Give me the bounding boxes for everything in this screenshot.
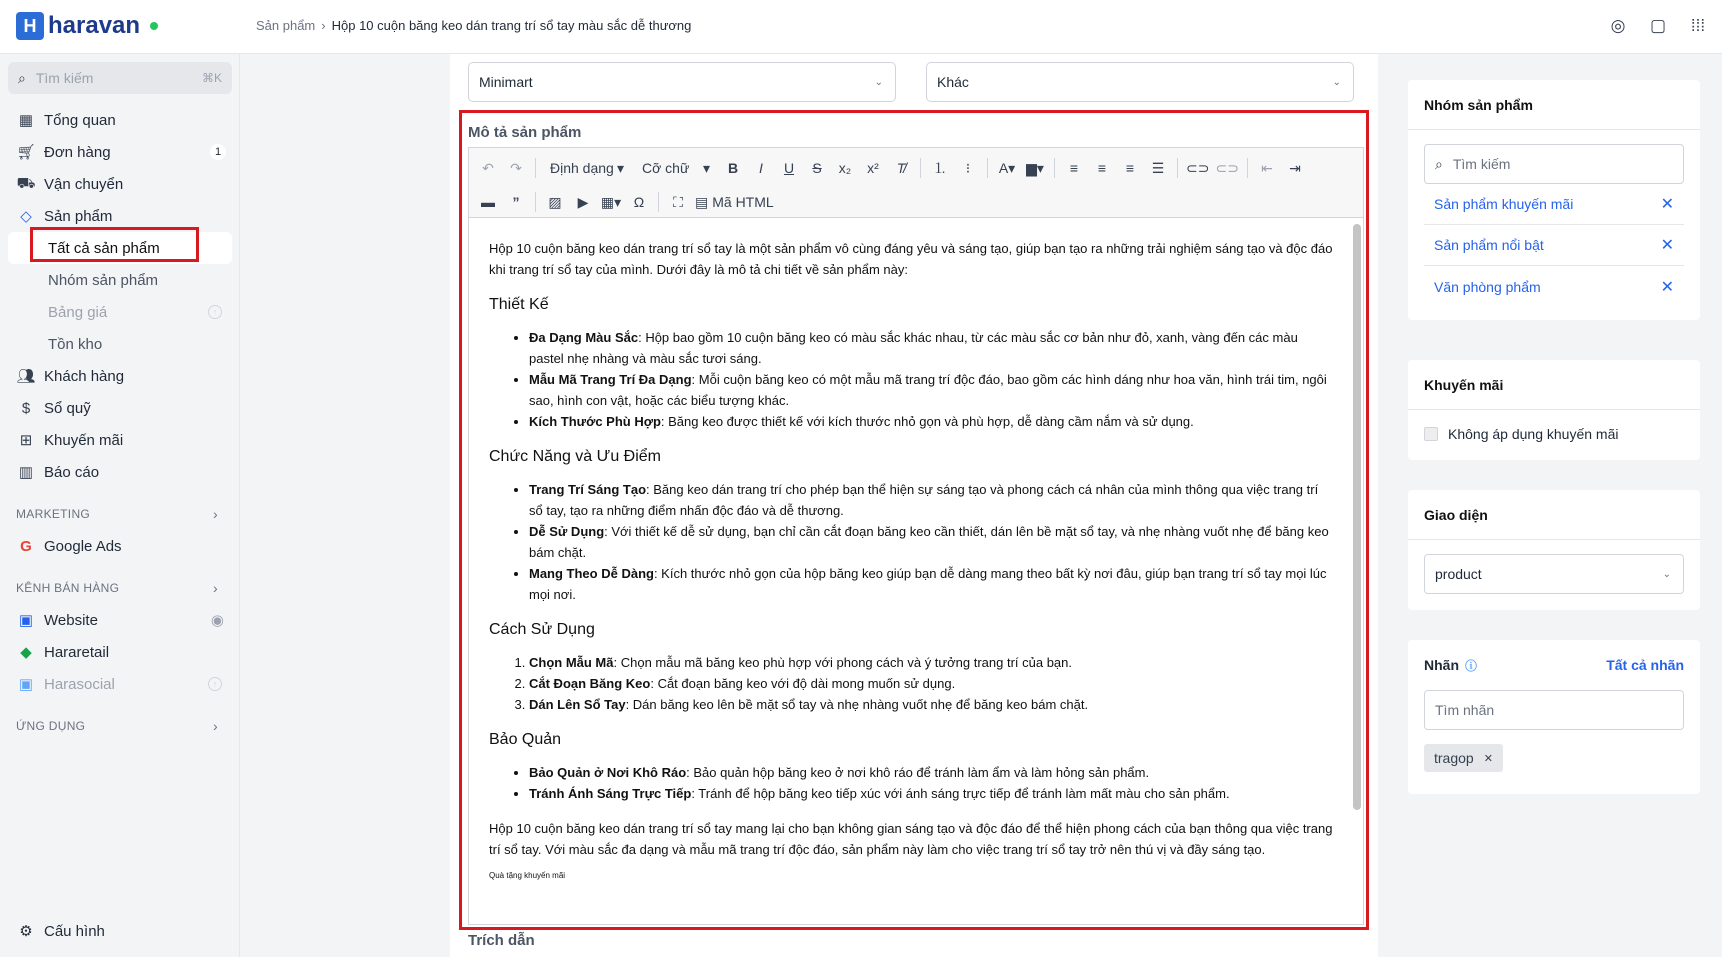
list-item-text: : Với thiết kế dễ sử dụng, bạn chỉ cần cắt đoạn băng keo cần thiết, dán lên bề mặt sổ tay, và nhẹ nhàng vuốt nhẹ để băng keo bám chặt. xyxy=(529,524,1329,560)
list-item-term: Tránh Ánh Sáng Trực Tiếp xyxy=(529,786,692,801)
sidebar-item-label: Cấu hình xyxy=(44,922,105,940)
align-left-icon[interactable]: ≡ xyxy=(1069,160,1079,176)
tag-icon: ◇ xyxy=(20,208,32,225)
toolbar-divider xyxy=(920,158,921,178)
chevron-down-icon: ⌄ xyxy=(1332,76,1341,88)
unlink-icon[interactable]: ⊂⊃ xyxy=(1215,159,1239,176)
harasocial-icon: ▣ xyxy=(18,676,34,693)
hararetail-icon: ◆ xyxy=(20,644,32,661)
chevron-right-icon: › xyxy=(213,580,218,596)
dollar-icon: $ xyxy=(21,399,31,417)
sidebar xyxy=(0,54,240,957)
tags-search-placeholder: Tìm nhãn xyxy=(1435,702,1495,718)
format-dropdown-label: Định dạng xyxy=(550,160,614,176)
section-heading: Bảo Quản xyxy=(489,731,562,748)
sidebar-item-shipping[interactable] xyxy=(0,168,240,200)
remove-tag-icon[interactable]: ✕ xyxy=(1483,752,1493,765)
sidebar-item-harasocial[interactable] xyxy=(0,668,240,700)
sidebar-item-label: Khách hàng xyxy=(44,367,125,385)
editor-content[interactable] xyxy=(469,218,1353,924)
sidebar-item-label: Vận chuyển xyxy=(44,175,124,193)
list-item-text: : Bảo quản hộp băng keo ở nơi khô ráo để tránh làm ẩm và làm hỏng sản phẩm. xyxy=(686,765,1150,780)
list-item xyxy=(529,783,1333,804)
sidebar-item-label: Báo cáo xyxy=(44,463,100,481)
toolbar-divider xyxy=(1177,158,1178,178)
list-item-text: : Dán băng keo lên bề mặt sổ tay và nhẹ nhàng vuốt nhẹ để băng keo bám chặt. xyxy=(625,697,1089,712)
google-icon: G xyxy=(20,537,32,555)
description-sections xyxy=(489,294,1333,804)
list-item-text: : Mỗi cuộn băng keo có một mẫu mã trang trí độc đáo, bao gồm các hình dáng như hoa văn, hình trái tim, ngôi sao, hình con vật, hoặc các biểu tượng khác. xyxy=(529,372,1327,408)
caret-down-icon: ▾ xyxy=(702,159,710,176)
website-icon: ▣ xyxy=(18,612,34,629)
list-item-text: : Hộp bao gồm 10 cuộn băng keo có màu sắc khác nhau, từ các màu sắc cơ bản như đỏ, xanh, vàng đến các màu pastel nhẹ nhàng và màu sắc tươi sáng. xyxy=(529,330,1298,366)
editor-scrollbar[interactable] xyxy=(1353,224,1361,810)
promotion-title: Khuyến mãi xyxy=(1408,360,1700,410)
toolbar-divider xyxy=(987,158,988,178)
superscript-icon[interactable]: x² xyxy=(867,160,879,176)
sidebar-sub-inventory[interactable] xyxy=(0,328,240,360)
promo-note: Quà tặng khuyến mãi xyxy=(489,871,566,880)
sidebar-item-label: Đơn hàng xyxy=(44,143,111,161)
currency-icon[interactable]: ◎ xyxy=(1610,16,1626,35)
align-right-icon[interactable]: ≡ xyxy=(1125,160,1135,176)
code-file-icon: ▤ xyxy=(695,193,709,210)
theme-select[interactable] xyxy=(1424,554,1684,594)
description-label: Mô tả sản phẩm xyxy=(468,124,582,141)
list-item-text: : Băng keo dán trang trí cho phép bạn thể hiện sự sáng tạo và phong cách cá nhân của mình thông qua việc trang trí sổ tay, tạo ra những điểm nhấn độc đáo và dễ thương. xyxy=(529,482,1319,518)
close-icon[interactable]: ✕ xyxy=(1660,237,1674,254)
undo-icon[interactable]: ↶ xyxy=(482,159,494,176)
vendor-select[interactable] xyxy=(468,62,896,102)
bullet-list xyxy=(489,327,1333,432)
list-item xyxy=(529,411,1333,432)
search-shortcut: ⌘K xyxy=(201,71,222,85)
outdent-icon[interactable]: ⇤ xyxy=(1261,159,1273,176)
sidebar-sub-label: Nhóm sản phẩm xyxy=(48,271,159,289)
toolbar-divider xyxy=(1247,158,1248,178)
special-char-icon[interactable]: Ω xyxy=(633,194,645,210)
list-item-text: : Cắt đoạn băng keo với độ dài mong muốn sử dụng. xyxy=(650,676,956,691)
rich-text-editor[interactable] xyxy=(468,147,1364,925)
sidebar-item-overview[interactable] xyxy=(0,104,240,136)
html-source-label: Mã HTML xyxy=(712,194,774,210)
sidebar-item-hararetail[interactable] xyxy=(0,636,240,668)
product-groups-title: Nhóm sản phẩm xyxy=(1408,80,1700,130)
search-placeholder: Tìm kiếm xyxy=(35,70,94,86)
html-source-button[interactable] xyxy=(695,190,774,214)
list-item xyxy=(529,694,1333,715)
groups-search-placeholder: Tìm kiếm xyxy=(1452,156,1511,172)
top-bar xyxy=(0,0,1722,54)
list-item xyxy=(529,673,1333,694)
section-label: ỨNG DỤNG xyxy=(16,719,86,733)
outro-paragraph: Hộp 10 cuộn băng keo dán trang trí sổ tay mang lại cho bạn không gian sáng tạo và độc đáo để thể hiện phong cách của bạn thông qua việc trang trí sổ tay. Với màu sắc đa dạng và mẫu mã trang trí độc đáo, sản phẩm này làm cho việc trang trí sổ tay trở nên thú vị và đầy sáng tạo. xyxy=(489,821,1333,857)
sidebar-sub-label: Bảng giá xyxy=(48,303,108,321)
underline-icon[interactable]: U xyxy=(783,160,795,176)
list-item xyxy=(529,521,1333,563)
gear-icon: ⚙ xyxy=(19,923,33,940)
intro-paragraph: Hộp 10 cuộn băng keo dán trang trí sổ tay là một sản phẩm vô cùng đáng yêu và sáng tạo, giúp bạn tạo ra những trải nghiệm sáng tạo và độc đáo khi trang trí sổ tay của mình. Dưới đây là mô tả chi tiết về sản phẩm này: xyxy=(489,241,1333,277)
brand-name: haravan xyxy=(48,12,141,39)
horizontal-rule-icon[interactable]: ▬ xyxy=(481,194,495,210)
upgrade-icon: ↑ xyxy=(208,305,222,319)
list-item-term: Đa Dạng Màu Sắc xyxy=(529,330,639,345)
redo-icon[interactable]: ↷ xyxy=(510,159,522,176)
tags-search-input[interactable] xyxy=(1424,690,1684,730)
theme-card xyxy=(1408,490,1700,610)
breadcrumb-current: Hộp 10 cuộn băng keo dán trang trí sổ tay màu sắc dễ thương xyxy=(331,18,692,33)
section-label: MARKETING xyxy=(16,507,91,521)
clear-format-icon[interactable]: T̸ xyxy=(896,160,906,176)
group-item[interactable] xyxy=(1424,225,1684,266)
sidebar-item-label: Sản phẩm xyxy=(44,207,113,225)
brand-logo[interactable] xyxy=(16,12,158,40)
tags-header xyxy=(1408,640,1700,690)
list-item-text: : Kích thước nhỏ gọn của hộp băng keo giúp bạn dễ dàng mang theo bất kỳ nơi đâu, giúp bạn trang trí sổ tay mọi lúc mọi nơi. xyxy=(529,566,1327,602)
video-icon[interactable]: ▶ xyxy=(577,193,589,210)
toolbar-divider xyxy=(658,192,659,212)
all-tags-link[interactable]: Tất cả nhãn xyxy=(1606,657,1684,673)
toolbar-divider xyxy=(535,192,536,212)
list-item xyxy=(529,563,1333,605)
breadcrumb xyxy=(256,18,691,33)
chevron-right-icon: › xyxy=(213,718,218,734)
table-icon[interactable]: ▦▾ xyxy=(600,193,622,210)
tag-chip-label: tragop xyxy=(1434,750,1474,766)
truck-icon: ⛟ xyxy=(16,174,36,192)
list-item-term: Mẫu Mã Trang Trí Đa Dạng xyxy=(529,372,692,387)
sidebar-item-label: Sổ quỹ xyxy=(44,399,91,417)
list-item-term: Chọn Mẫu Mã xyxy=(529,655,614,670)
sidebar-item-label: Google Ads xyxy=(44,537,122,555)
bullet-list xyxy=(489,479,1333,605)
breadcrumb-products[interactable]: Sản phẩm xyxy=(256,18,316,33)
chevron-right-icon: › xyxy=(213,506,218,522)
close-icon[interactable]: ✕ xyxy=(1660,196,1674,213)
apps-grid-icon[interactable]: ⁞⁞⁞ xyxy=(1690,16,1706,35)
bullet-list xyxy=(489,762,1333,804)
list-item-term: Dán Lên Sổ Tay xyxy=(529,697,626,712)
upgrade-icon: ↑ xyxy=(208,677,222,691)
editor-toolbar xyxy=(469,148,1363,218)
text-color-icon[interactable]: A▾ xyxy=(998,159,1016,176)
tags-title: Nhãn xyxy=(1424,657,1459,673)
list-item xyxy=(529,479,1333,521)
sidebar-item-website[interactable] xyxy=(0,604,240,636)
list-item xyxy=(529,327,1333,369)
chart-icon: ▥ xyxy=(18,464,34,481)
list-item-term: Trang Trí Sáng Tạo xyxy=(529,482,647,497)
font-size-dropdown[interactable] xyxy=(636,156,716,180)
bold-icon[interactable]: B xyxy=(727,160,739,176)
ordered-list xyxy=(489,652,1333,715)
group-item-label: Văn phòng phẩm xyxy=(1434,278,1541,295)
section-heading: Thiết Kế xyxy=(489,296,549,313)
image-icon[interactable]: ▨ xyxy=(548,193,562,210)
search-icon: ⌕ xyxy=(1435,155,1443,172)
list-item-text: : Tránh để hộp băng keo tiếp xúc với ánh sáng trực tiếp để tránh làm mất màu cho sản phẩm. xyxy=(691,786,1230,801)
no-promotion-checkbox[interactable] xyxy=(1408,410,1700,458)
group-item[interactable] xyxy=(1424,184,1684,225)
sidebar-item-settings[interactable] xyxy=(16,915,105,947)
ordered-list-icon[interactable]: ⒈ xyxy=(933,160,947,176)
highlight-box-nav xyxy=(30,227,199,262)
no-promotion-label: Không áp dụng khuyến mãi xyxy=(1448,426,1619,442)
top-icons xyxy=(1608,16,1708,36)
blockquote-icon[interactable]: ” xyxy=(512,194,520,210)
indent-icon[interactable]: ⇥ xyxy=(1289,159,1301,176)
eye-icon[interactable]: ◉ xyxy=(210,612,224,629)
chevron-down-icon: ⌄ xyxy=(874,76,883,88)
sidebar-item-label: Harasocial xyxy=(44,675,115,693)
subscript-icon[interactable]: x₂ xyxy=(838,160,852,176)
feedback-icon[interactable]: ▢ xyxy=(1649,16,1667,35)
list-item-term: Mang Theo Dễ Dàng xyxy=(529,566,654,581)
product-type-select[interactable] xyxy=(926,62,1354,102)
toolbar-divider xyxy=(535,158,536,178)
close-icon[interactable]: ✕ xyxy=(1660,278,1674,296)
italic-icon[interactable]: I xyxy=(759,160,763,176)
tags-card xyxy=(1408,640,1700,794)
sidebar-item-label: Hararetail xyxy=(44,643,110,661)
breadcrumb-separator-icon: › xyxy=(321,18,326,33)
sidebar-item-customers[interactable] xyxy=(0,360,240,392)
section-heading: Cách Sử Dụng xyxy=(489,621,595,638)
unordered-list-icon[interactable]: ⁝ xyxy=(965,159,971,176)
font-size-dropdown-label: Cỡ chữ xyxy=(642,160,690,176)
sidebar-nav xyxy=(0,104,240,742)
vendor-select-value: Minimart xyxy=(479,74,533,90)
tag-chip xyxy=(1424,744,1503,772)
main-panel xyxy=(450,54,1378,957)
section-heading: Chức Năng và Ưu Điểm xyxy=(489,448,661,465)
checkbox-box[interactable] xyxy=(1424,427,1438,441)
link-icon[interactable]: ⊂⊃ xyxy=(1186,159,1210,176)
sidebar-item-reports[interactable] xyxy=(0,456,240,488)
users-icon: 👥︎ xyxy=(16,368,36,385)
strikethrough-icon[interactable]: S xyxy=(812,160,822,176)
cart-icon: 🛒︎ xyxy=(16,144,36,161)
list-item-term: Kích Thước Phù Hợp xyxy=(529,414,661,429)
group-item[interactable] xyxy=(1424,266,1684,307)
theme-select-value: product xyxy=(1435,566,1482,582)
chevron-down-icon: ⌄ xyxy=(1662,568,1671,580)
sidebar-sub-price-list[interactable] xyxy=(0,296,240,328)
fullscreen-icon[interactable]: ⛶ xyxy=(673,193,683,210)
list-item-text: : Băng keo được thiết kế với kích thước nhỏ gọn và phù hợp, dễ dàng cầm nắm và sử dụng. xyxy=(660,414,1194,429)
excerpt-label: Trích dẫn xyxy=(468,932,535,949)
orders-count-badge: 1 xyxy=(210,144,226,160)
dashboard-icon: ▦ xyxy=(18,112,34,129)
theme-title: Giao diện xyxy=(1408,490,1700,540)
gift-icon: ⊞ xyxy=(19,432,33,449)
sidebar-item-google-ads[interactable] xyxy=(0,530,240,562)
search-icon: ⌕ xyxy=(18,69,26,86)
align-justify-icon[interactable]: ☰ xyxy=(1151,159,1165,176)
haravan-logo-icon: H xyxy=(16,12,44,40)
group-item-label: Sản phẩm khuyến mãi xyxy=(1434,196,1574,212)
list-item-term: Bảo Quản ở Nơi Khô Ráo xyxy=(529,765,687,780)
sidebar-search[interactable] xyxy=(8,62,232,94)
sidebar-sub-label: Tồn kho xyxy=(48,335,103,353)
sidebar-item-promotions[interactable] xyxy=(0,424,240,456)
section-sales-channels[interactable] xyxy=(0,572,240,604)
list-item-term: Dễ Sử Dụng xyxy=(529,524,605,539)
online-status-dot xyxy=(150,22,158,30)
section-label: KÊNH BÁN HÀNG xyxy=(16,581,120,595)
format-dropdown[interactable] xyxy=(544,156,630,180)
list-item xyxy=(529,652,1333,673)
help-icon[interactable]: ⓘ xyxy=(1465,658,1478,673)
sidebar-sub-label: Tất cả sản phẩm xyxy=(48,239,160,257)
section-marketing[interactable] xyxy=(0,498,240,530)
list-item xyxy=(529,369,1333,411)
toolbar-divider xyxy=(1054,158,1055,178)
sidebar-item-orders[interactable] xyxy=(0,136,240,168)
list-item xyxy=(529,762,1333,783)
caret-down-icon: ▾ xyxy=(616,159,624,176)
product-groups-card xyxy=(1408,80,1700,320)
sidebar-sub-product-groups[interactable] xyxy=(0,264,240,296)
promotion-card xyxy=(1408,360,1700,460)
sidebar-item-label: Tổng quan xyxy=(44,111,116,129)
list-item-text: : Chọn mẫu mã băng keo phù hợp với phong cách và ý tưởng trang trí của bạn. xyxy=(613,655,1072,670)
sidebar-item-cashbook[interactable] xyxy=(0,392,240,424)
section-apps[interactable] xyxy=(0,710,240,742)
list-item-term: Cắt Đoạn Băng Keo xyxy=(529,676,651,691)
product-type-select-value: Khác xyxy=(937,74,969,90)
sidebar-item-label: Khuyến mãi xyxy=(44,431,124,449)
align-center-icon[interactable]: ≡ xyxy=(1097,160,1107,176)
groups-search-input[interactable] xyxy=(1424,144,1684,184)
background-color-icon[interactable]: ▆▾ xyxy=(1026,159,1044,176)
select-row xyxy=(468,62,1354,102)
group-item-label: Sản phẩm nổi bật xyxy=(1434,237,1544,253)
sidebar-item-label: Website xyxy=(44,611,98,629)
